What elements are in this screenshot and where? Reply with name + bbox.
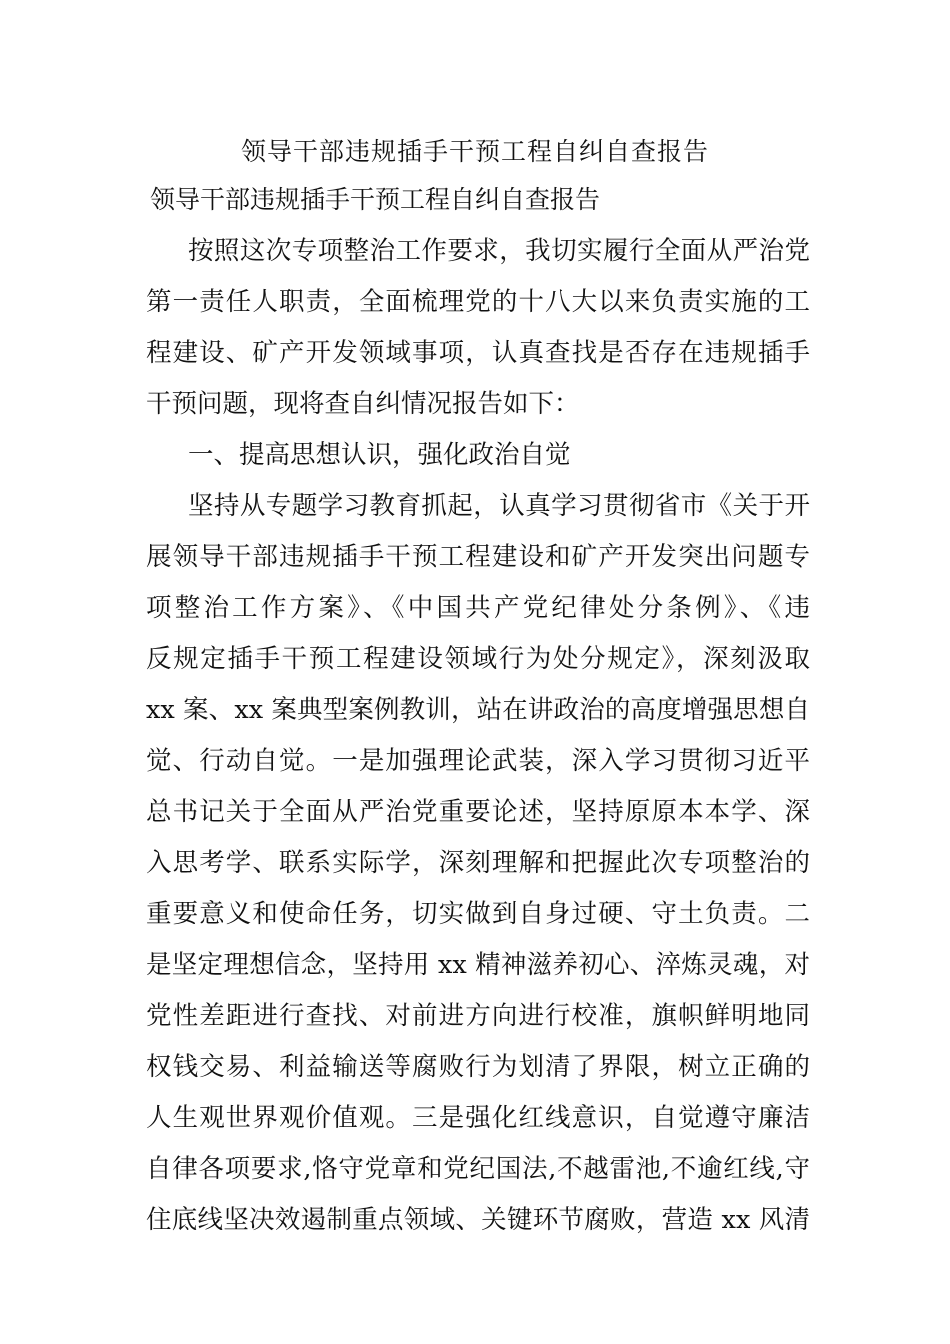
paragraph-line: 重要意义和使命任务，切实做到自身过硬、守土负责。二: [146, 899, 810, 929]
paragraph-line: 项整治工作方案》、《中国共产党纪律处分条例》、《违: [146, 593, 810, 623]
paragraph-line: 党性差距进行查找、对前进方向进行校准，旗帜鲜明地同: [146, 1001, 810, 1031]
paragraph-line: 觉、行动自觉。一是加强理论武装，深入学习贯彻习近平: [146, 746, 810, 776]
paragraph-line: xx 案、xx 案典型案例教训，站在讲政治的高度增强思想自: [146, 695, 810, 725]
section-heading: 一、提高思想认识，强化政治自觉: [188, 440, 571, 470]
document-title: 领导干部违规插手干预工程自纠自查报告: [240, 137, 709, 166]
paragraph-line: 入思考学、联系实际学，深刻理解和把握此次专项整治的: [146, 848, 810, 878]
paragraph-line: 按照这次专项整治工作要求，我切实履行全面从严治党: [188, 236, 810, 266]
paragraph-line: 权钱交易、利益输送等腐败行为划清了界限，树立正确的: [146, 1052, 810, 1082]
paragraph-line: 总书记关于全面从严治党重要论述，坚持原原本本学、深: [146, 797, 810, 827]
document-body: [146, 226, 810, 1246]
paragraph-line: 展领导干部违规插手干预工程建设和矿产开发突出问题专: [146, 542, 810, 572]
paragraph-line: 程建设、矿产开发领域事项，认真查找是否存在违规插手: [146, 338, 810, 368]
paragraph-line: 人生观世界观价值观。三是强化红线意识，自觉遵守廉洁: [146, 1103, 810, 1133]
document-subtitle: 领导干部违规插手干预工程自纠自查报告: [150, 185, 601, 214]
paragraph-line: 干预问题，现将查自纠情况报告如下：: [146, 389, 580, 419]
paragraph-line: 住底线坚决效遏制重点领域、关键环节腐败，营造 xx 风清: [146, 1205, 810, 1235]
paragraph-line: 反规定插手干预工程建设领域行为处分规定》，深刻汲取: [146, 644, 810, 674]
paragraph-line: 坚持从专题学习教育抓起，认真学习贯彻省市《关于开: [188, 491, 810, 521]
paragraph-line: 第一责任人职责，全面梳理党的十八大以来负责实施的工: [146, 287, 810, 317]
paragraph-line: 是坚定理想信念，坚持用 xx 精神滋养初心、淬炼灵魂，对: [146, 950, 810, 980]
paragraph-line: 自律各项要求,恪守党章和党纪国法,不越雷池,不逾红线,守: [146, 1154, 810, 1184]
